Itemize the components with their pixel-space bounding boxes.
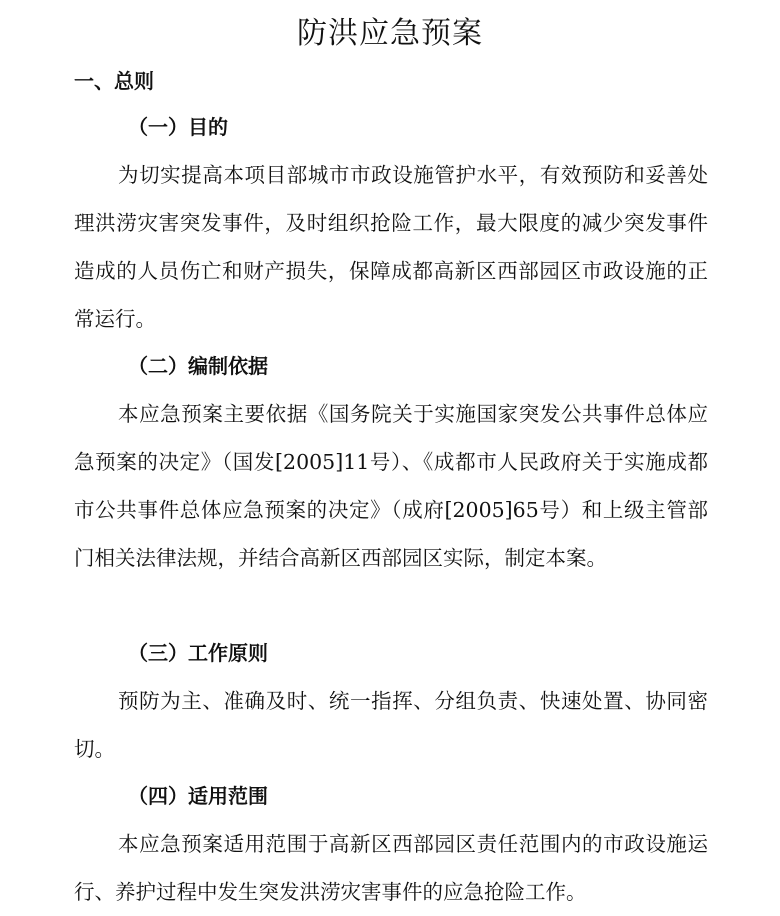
paragraph-purpose: 为切实提高本项目部城市市政设施管护水平，有效预防和妥善处理洪涝灾害突发事件，及时组织抢险工作，最大限度的减少突发事件造成的人员伤亡和财产损失，保障成都高新区西部园区市政设施的正常运行。 bbox=[74, 163, 708, 331]
document-title: 防洪应急预案 bbox=[297, 16, 483, 51]
subsection-heading-purpose: （一）目的 bbox=[128, 115, 228, 139]
paragraph-scope: 本应急预案适用范围于高新区西部园区责任范围内的市政设施运行、养护过程中发生突发洪涝灾害事件的应急抢险工作。 bbox=[74, 832, 708, 904]
paragraph-basis: 本应急预案主要依据《国务院关于实施国家突发公共事件总体应急预案的决定》（国发[2005]11号）、《成都市人民政府关于实施成都市公共事件总体应急预案的决定》（成府[2005]65号）和上级主管部门相关法律法规，并结合高新区西部园区实际，制定本案。 bbox=[74, 402, 708, 570]
paragraph-principles: 预防为主、准确及时、统一指挥、分组负责、快速处置、协同密切。 bbox=[74, 689, 708, 761]
subsection-heading-principles: （三）工作原则 bbox=[128, 641, 268, 665]
subsection-heading-scope: （四）适用范围 bbox=[128, 784, 268, 808]
section-heading-general: 一、总则 bbox=[74, 69, 154, 93]
subsection-heading-basis: （二）编制依据 bbox=[128, 354, 268, 378]
